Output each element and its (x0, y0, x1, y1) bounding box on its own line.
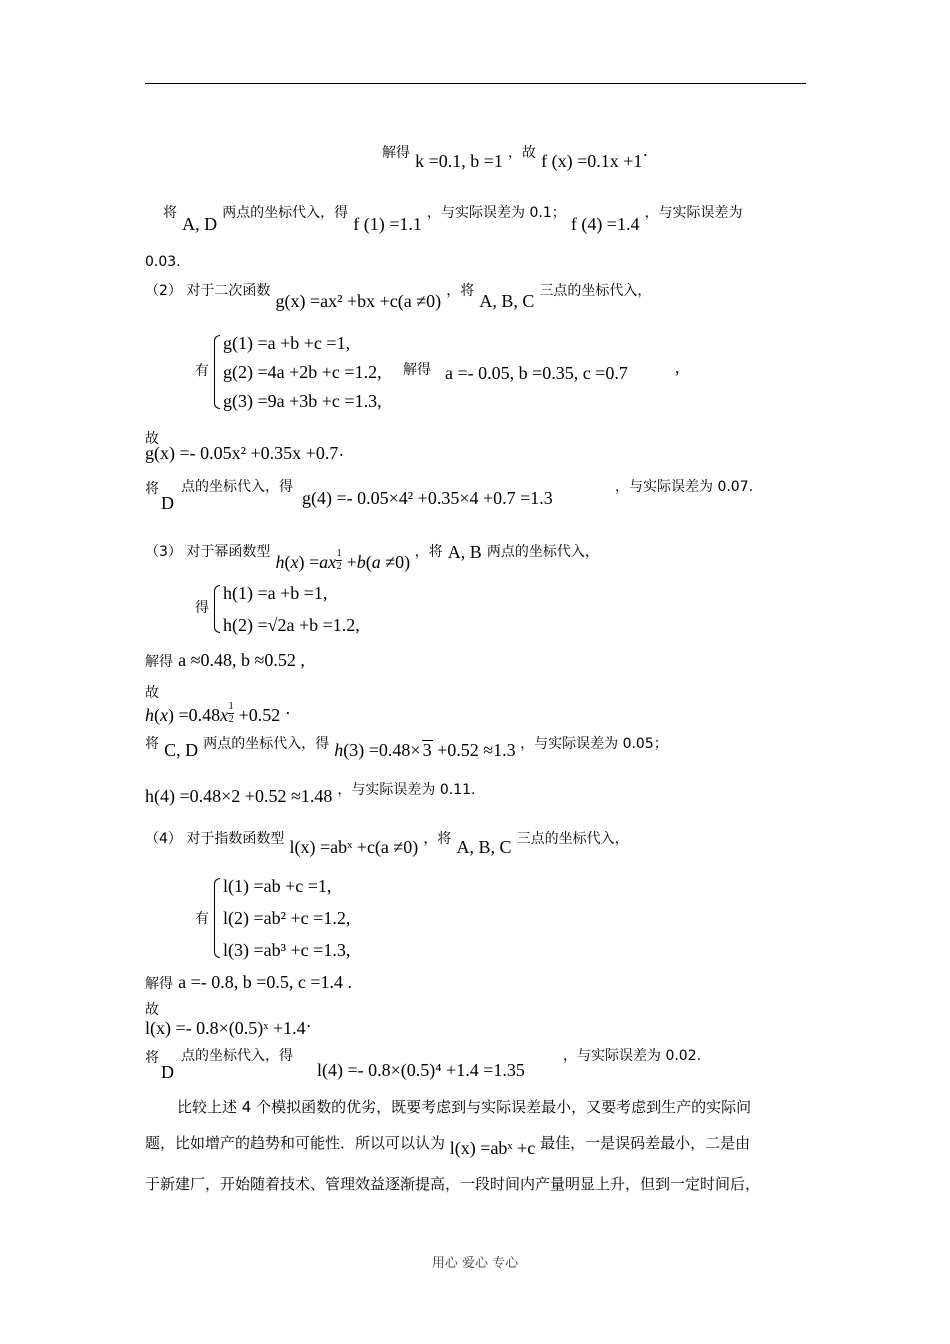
page-footer: 用心 爱心 专心 (431, 1256, 519, 1271)
math: k =0.1, b =1 (415, 151, 503, 171)
math: a =- 0.8, b =0.5, c =1.4 (178, 972, 344, 992)
math: l(4) =- 0.8×(0.5)⁴ +1.4 =1.35 (317, 1060, 525, 1080)
math: l(1) =ab +c =1, (223, 876, 332, 896)
math: A, B, C (479, 291, 535, 311)
math: C, D (164, 740, 199, 760)
brace-icon (214, 878, 220, 958)
text: ，将 (446, 283, 475, 299)
text: 0.03. (145, 254, 181, 270)
math: f (x) =0.1x +1 (541, 151, 643, 171)
math: A, B (447, 542, 482, 562)
text: 点的坐标代入，得 (181, 1048, 293, 1064)
text: 故 (145, 431, 159, 447)
solution-power: 解得 a ≈0.48, b ≈0.52 , (145, 650, 305, 670)
solution-line-linear: 解得 k =0.1, b =1 ，故 f (x) =0.1x +1· (382, 145, 649, 171)
text: ，与实际误差为 0.11. (337, 782, 476, 798)
math: g(1) =a +b +c =1, (223, 333, 351, 353)
math: h(4) =0.48×2 +0.52 ≈1.48 (145, 786, 333, 806)
math: h(1) =a +b =1, (223, 583, 328, 603)
text: （3） 对于幂函数型 (145, 544, 271, 560)
text: ，与实际误差为 0.1； (427, 205, 566, 221)
math: g(4) =- 0.05×4² +0.35×4 +0.7 =1.3 (302, 488, 553, 508)
paragraph-line-3: 于新建厂，开始随着技术、管理效益逐渐提高，一段时间内产量明显上升，但到一定时间后， (145, 1175, 761, 1193)
paragraph-line-1: 比较上述 4 个模拟函数的优劣，既要考虑到与实际误差最小，又要考虑到生产的实际问 (177, 1098, 752, 1116)
text: 将 (163, 205, 177, 221)
math: g(x) =- 0.05x² +0.35x +0.7 (145, 443, 339, 463)
math: A, B, C (456, 837, 512, 857)
math: f (1) =1.1 (353, 214, 422, 234)
text: 故 (145, 685, 159, 701)
result-h: 故 h(x) =0.48x $\frac{1}{2}$ +0.52 · (145, 685, 291, 725)
text: 三点的坐标代入， (539, 283, 652, 299)
math: g(2) =4a +2b +c =1.2, (223, 362, 382, 382)
substitute-line-l (145, 1048, 702, 1082)
math-power-function: h(x) =ax $\frac{1}{2}$ +b(a ≠0) (275, 548, 415, 572)
result-l: 故 l(x) =- 0.8×(0.5)ˣ +1.4· (145, 1002, 312, 1038)
text: 两点的坐标代入， (486, 544, 599, 560)
text: （4） 对于指数函数型 (145, 831, 285, 847)
brace-icon (214, 335, 220, 409)
math-h3: h(3) =0.48× 3 +0.52 ≈1.3 (334, 740, 521, 760)
math: l(x) =abˣ +c (449, 1138, 536, 1158)
case-2-heading (145, 280, 652, 311)
text: 得 (195, 600, 209, 616)
math-result-h: h(x) =0.48x $\frac{1}{2}$ +0.52 (145, 701, 285, 725)
h4-line (145, 779, 476, 806)
text: 两点的坐标代入，得 (203, 736, 330, 752)
solution-exponential: 解得 a =- 0.8, b =0.5, c =1.4 . (145, 972, 353, 992)
math: l(3) =ab³ +c =1.3, (223, 940, 351, 960)
math: l(x) =abˣ +c(a ≠0) (289, 837, 419, 857)
text: 解得 (145, 976, 173, 992)
text: ，与实际误差为 (644, 205, 743, 221)
brace-icon (214, 585, 220, 633)
math: D (161, 493, 174, 513)
math: A, D (182, 214, 218, 234)
text: ，与实际误差为 0.02. (563, 1048, 702, 1064)
math: D (161, 1062, 174, 1082)
text: 点的坐标代入，得 (181, 479, 293, 495)
text: 将 (145, 1050, 159, 1066)
math: a ≈0.48, b ≈0.52 (178, 650, 296, 670)
text: 解得 (403, 362, 431, 378)
text: 有 (195, 911, 209, 927)
text: 故 (145, 1002, 159, 1018)
text: ，将 (423, 831, 452, 847)
text: 解得 (382, 145, 410, 161)
case-4-heading (145, 828, 629, 857)
text: ，与实际误差为 0.07. (615, 479, 754, 495)
text: 解得 (145, 654, 173, 670)
substitute-line-g (145, 479, 754, 513)
math: g(x) =ax² +bx +c(a ≠0) (275, 291, 442, 311)
math: l(x) =- 0.8×(0.5)ˣ +1.4 (145, 1018, 306, 1038)
case-3-heading (145, 537, 599, 572)
result-g: 故 g(x) =- 0.05x² +0.35x +0.7· (145, 431, 345, 465)
math: l(2) =ab² +c =1.2, (223, 908, 351, 928)
text: 两点的坐标代入，得 (222, 205, 349, 221)
text: （2） 对于二次函数 (145, 283, 271, 299)
math: a =- 0.05, b =0.35, c =0.7 (445, 363, 628, 383)
text: 将 (145, 736, 159, 752)
text: ，将 (414, 544, 443, 560)
text: ，故 (508, 145, 536, 161)
header-rule (145, 83, 806, 84)
paragraph-line-2 (145, 1133, 810, 1158)
math: g(3) =9a +3b +c =1.3, (223, 391, 382, 411)
text: 题，比如增产的趋势和可能性．所以可以认为 (145, 1134, 446, 1152)
substitute-line-h (145, 732, 668, 760)
text: 将 (145, 481, 159, 497)
text: 有 (195, 363, 209, 379)
text: 三点的坐标代入， (516, 831, 629, 847)
math: h(2) =√2a +b =1.2, (223, 615, 360, 635)
substitute-line-f (145, 202, 743, 234)
math: f (4) =1.4 (570, 214, 640, 234)
text: ，与实际误差为 0.05； (520, 736, 668, 752)
text: 最佳，一是误码差最小，二是由 (540, 1134, 751, 1152)
